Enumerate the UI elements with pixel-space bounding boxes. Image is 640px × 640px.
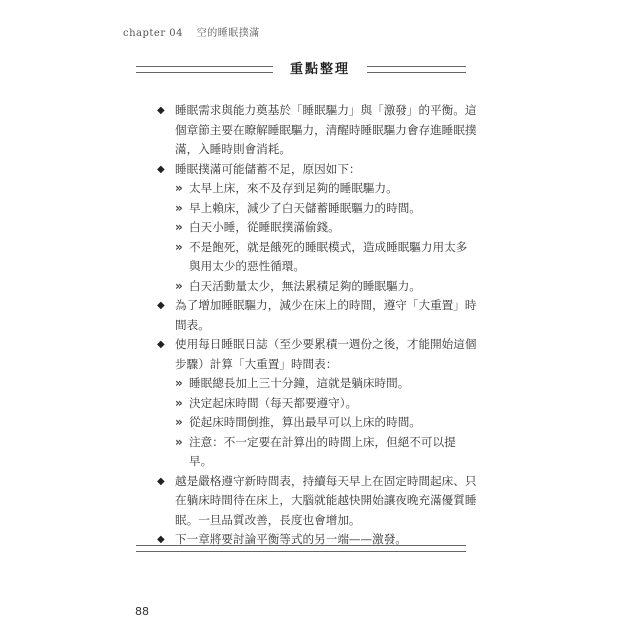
summary-list [157,101,477,550]
sub-item-text: 不是飽死，就是餓死的睡眠模式，造成睡眠驅力用太多與用太少的惡性循環。 [189,239,468,273]
sub-item-text: 睡眠總長加上三十分鐘，這就是躺床時間。 [189,376,410,390]
diamond-bullet-icon: ◆ [157,105,165,116]
sub-item-text: 白天活動量太少，無法累積足夠的睡眠驅力。 [189,278,421,293]
sub-item [175,394,477,414]
chevron-right-icon: » [175,181,183,195]
chapter-label: chapter 04 [123,28,184,39]
sub-item [175,218,477,238]
page-number: 88 [135,605,149,618]
chevron-right-icon: » [175,220,183,234]
item-text: 睡眠需求與能力奠基於「睡眠驅力」與「激發」的平衡。這個章節主要在瞭解睡眠驅力，清醒時睡眠驅力會存進睡眠撲滿，入睡時則會消耗。 [175,103,477,156]
list-item [157,335,477,472]
chevron-right-icon: » [175,239,183,254]
list-item [157,296,477,335]
sub-item-text: 注意：不一定要在計算出的時間上床，但絕不可以提早。 [189,434,456,468]
sub-item [175,413,477,433]
diamond-bullet-icon: ◆ [157,534,165,545]
chevron-right-icon: » [175,434,183,449]
list-item [157,101,477,160]
diamond-bullet-icon: ◆ [157,163,165,175]
diamond-bullet-icon: ◆ [157,475,165,487]
diamond-bullet-icon: ◆ [157,300,165,311]
chevron-right-icon: » [175,415,183,429]
item-text: 為了增加睡眠驅力，減少在床上的時間，遵守「大重置」時間表。 [175,298,477,332]
item-text: 下一章將要討論平衡等式的另一端——激發。 [175,532,407,546]
sub-item-text: 決定起床時間（每天都要遵守）。 [189,395,358,410]
sub-item [175,199,477,219]
chevron-right-icon: » [175,376,183,390]
sub-item-text: 早上賴床，減少了白天儲蓄睡眠驅力的時間。 [189,200,421,215]
chevron-right-icon: » [175,200,183,215]
sub-item [175,238,477,277]
list-item [157,472,477,531]
sub-item-text: 太早上床，來不及存到足夠的睡眠驅力。 [189,181,398,195]
sub-item [175,433,477,472]
sub-item [175,374,477,394]
item-text: 使用每日睡眠日誌（至少要累積一週份之後，才能開始這個步驟）計算「大重置」時間表： [175,337,477,371]
running-header [123,24,260,39]
item-text: 越是嚴格遵守新時間表，持續每天早上在固定時間起床、只在躺床時間待在床上，大腦就能越快開始讓夜晚充滿優質睡眠。一旦品質改善，長度也會增加。 [175,473,477,527]
sub-item-text: 白天小睡，從睡眠撲滿偷錢。 [189,220,340,234]
section-title: 重點整理 [273,61,367,78]
chevron-right-icon: » [175,278,183,293]
bottom-divider [136,545,466,552]
diamond-bullet-icon: ◆ [157,339,165,350]
sub-item [175,179,477,199]
item-text: 睡眠撲滿可能儲蓄不足，原因如下： [175,161,361,176]
chapter-title: 空的睡眠撲滿 [196,28,260,39]
chevron-right-icon: » [175,395,183,410]
sub-item [175,277,477,297]
list-item [157,160,477,297]
sub-item-text: 從起床時間倒推，算出最早可以上床的時間。 [189,415,421,429]
